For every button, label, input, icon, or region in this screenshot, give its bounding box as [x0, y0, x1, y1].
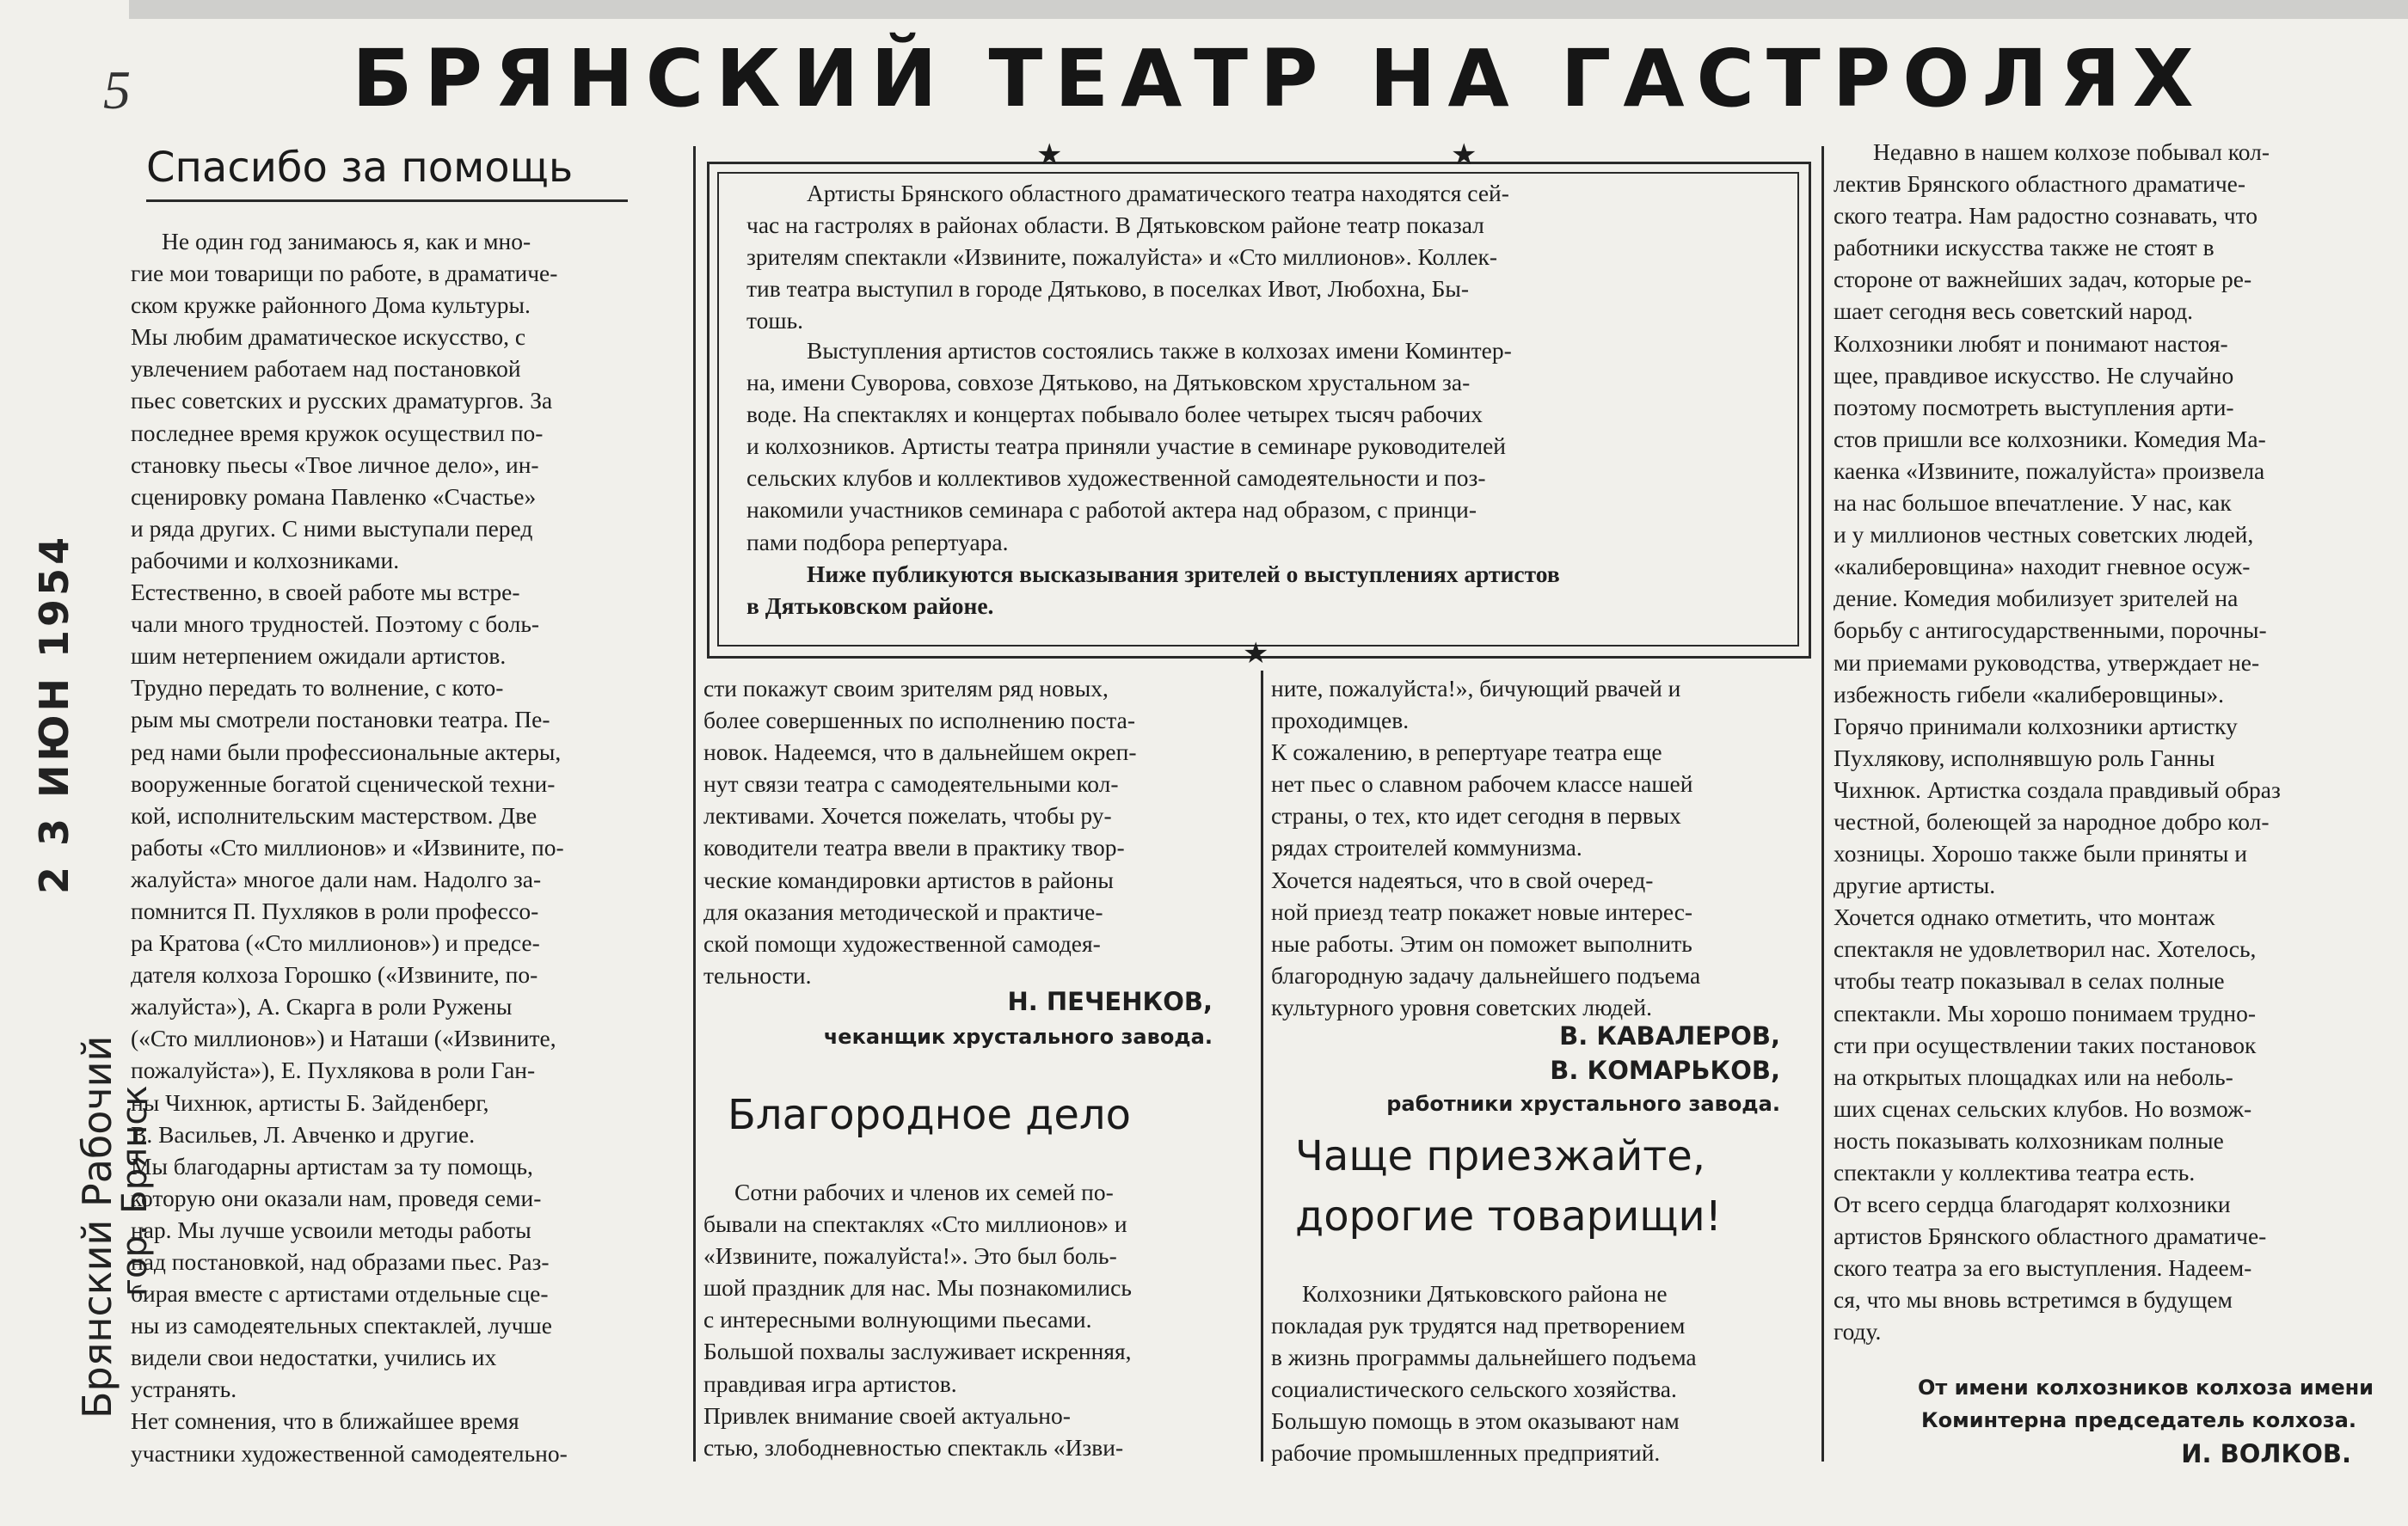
article2-signature-role: работники хрустального завода.: [1386, 1092, 1780, 1116]
article2-column2-text: Сотни рабочих и членов их семей по- бывали на спектаклях «Сто миллионов» и «Извините, пожалуйста!». Это был боль- шой праздник для нас. Мы познакомились с интересными волнующими пьесами. Большой похвалы заслуживает искренняя, правдивая игра артистов. Привлек внимание своей актуально- стью, злободневностью спектакль «Изви-: [703, 1179, 1132, 1461]
top-edge-shadow: [129, 0, 2408, 19]
star-ornament-bottom: ★: [1243, 636, 1269, 671]
article1-signature-role: чеканщик хрустального завода.: [823, 1025, 1213, 1049]
article1-signature: Н. ПЕЧЕНКОВ,: [1007, 987, 1213, 1016]
article1-heading-underline: [146, 199, 628, 202]
article3-column3-text: Колхозники Дятьковского района не покладая рук трудятся над претворением в жизнь программы дальнейшего подъема социалистического сельского хозяйства. Большую помощь в этом оказывают нам рабочие промышленных предприятий.: [1271, 1280, 1697, 1467]
city-stamp: гор. Брянск: [115, 1085, 155, 1296]
article2-heading: Благородное дело: [728, 1091, 1131, 1139]
intro-note: Ниже публикуются высказывания зрителей о выступлениях артистов в Дятьковском районе.: [746, 561, 1560, 620]
article3-heading: Чаще приезжайте, дорогие товарищи!: [1295, 1132, 1722, 1241]
article2-signature-1: В. КАВАЛЕРОВ,: [1559, 1021, 1780, 1051]
column-rule-3: [1821, 146, 1824, 1462]
article2-column3-text: ните, пожалуйста!», бичующий рвачей и проходимцев. К сожалению, в репертуаре театра еще нет пьес о славном рабочем классе нашей страны, о тех, кто идет сегодня в первых рядах строителей коммунизма. Хочется надеяться, что в свой очеред- ной приезд театр покажет новые интерес- ные работы. Этим он поможет выполнить благородную задачу дальнейшего подъема культурного уровня советских людей.: [1271, 675, 1701, 1020]
intro-paragraph-1: Артисты Брянского областного драматического театра находятся сей- час на гастролях в районах области. В Дятьковском районе театр показал зрителям спектакли «Извините, пожалуйста» и «Сто миллионов». Коллек- тив театра выступил в городе Дятьково, в поселках Ивот, Любохна, Бы- тошь.: [746, 180, 1509, 334]
page-mark: 5: [103, 59, 131, 120]
date-stamp: 2 3 ИЮН 1954: [31, 533, 77, 894]
column-rule-2: [1261, 671, 1263, 1462]
article1-column2-text: сти покажут своим зрителям ряд новых, более совершенных по исполнению поста- новок. Надеемся, что в дальнейшем окреп- нут связи театра с самодеятельными кол- лективами. Хочется пожелать, чтобы ру- ководители театра ввели в практику твор- ческие командировки артистов в районы для оказания методической и практиче- ской помощи художественной самодея- тельности.: [703, 675, 1137, 989]
source-stamp: Брянский Рабочий: [74, 1035, 120, 1419]
star-ornament-left: ★: [1036, 138, 1063, 172]
article1-heading: Спасибо за помощь: [146, 144, 574, 192]
page-title: БРЯНСКИЙ ТЕАТР НА ГАСТРОЛЯХ: [352, 33, 2206, 125]
article2-signature-2: В. КОМАРЬКОВ,: [1550, 1056, 1780, 1085]
article3-signature-line-1: От имени колхозников колхоза имени: [1917, 1376, 2374, 1400]
article3-signature: И. ВОЛКОВ.: [2181, 1439, 2351, 1468]
intro-paragraph-2: Выступления артистов состоялись также в колхозах имени Коминтер- на, имени Суворова, совхозе Дятьково, на Дятьковском хрустальном за- воде. На спектаклях и концертах побывало более четырех тысяч рабочих и колхозников. Артисты театра приняли участие в семинаре руководителей сельских клубов и коллективов художественной самодеятельности и поз- накомили участников семинара с работой актера над образом, с принци- пами подбора репертуара.: [746, 337, 1512, 555]
article3-column4-text: Недавно в нашем колхозе побывал кол- лектив Брянского областного драматиче- ского театра. Нам радостно сознавать, что работники искусства также не стоят в стороне от важнейших задач, которые ре- шает сегодня весь советский народ. Колхозники любят и понимают настоя- щее, правдивое искусство. Не случайно поэтому посмотреть выступления арти- стов пришли все колхозники. Комедия Ма- каенка «Извините, пожалуйста» произвела на нас большое впечатление. У нас, как и у миллионов честных советских людей, «калиберовщина» находит гневное осуж- дение. Комедия мобилизует зрителей на борьбу с антигосударственными, порочны- ми приемами руководства, утверждает не- избежность гибели «калиберовщины». Горячо принимали колхозники артистку Пухлякову, исполнявшую роль Ганны Чихнюк. Артистка создала правдивый образ честной, болеющей за народное добро кол- хозницы. Хорошо также были приняты и другие артисты. Хочется однако отметить, что монтаж спектакля не удовлетворил нас. Хотелось, чтобы театр показывал в селах полные спектакли. Мы хорошо понимаем трудно- сти при осуществлении таких постановок на открытых площадках или на неболь- ших сценах сельских клубов. Но возмож- ность показывать колхозникам полные спектакли у коллектива театра есть. От всего сердца благодарят колхозники артистов Брянского областного драматиче- ского театра за его выступления. Надеем- ся, что мы вновь встретимся в будущем году.: [1834, 138, 2281, 1345]
column-rule-1: [693, 146, 696, 1462]
star-ornament-right: ★: [1451, 138, 1477, 172]
article3-signature-line-2: Коминтерна председатель колхоза.: [1920, 1408, 2356, 1432]
article1-column1-text: Не один год занимаюсь я, как и мно- гие мои товарищи по работе, в драматиче- ском кружке районного Дома культуры. Мы любим драматическое искусство, с увлечением работаем над постановкой пьес советских и русских драматургов. За последнее время кружок осуществил по- становку пьесы «Твое личное дело», ин- сценировку романа Павленко «Счастье» и ряда других. С ними выступали перед рабочими и колхозниками. Естественно, в своей работе мы встре- чали много трудностей. Поэтому с боль- шим нетерпением ожидали артистов. Трудно передать то волнение, с кото- рым мы смотрели постановки театра. Пе- ред нами были профессиональные актеры, вооруженные богатой сценической техни- кой, исполнительским мастерством. Две работы «Сто миллионов» и «Извините, по- жалуйста» многое дали нам. Надолго за- помнится П. Пухляков в роли профессо- ра Кратова («Сто миллионов») и предсе- дателя колхоза Горошко («Извините, по- жалуйста»), А. Скарга в роли Ружены («Сто миллионов») и Наташи («Извините, пожалуйста»), Е. Пухлякова в роли Ган- ны Чихнюк, артисты Б. Зайденберг, В. Васильев, Л. Авченко и другие. Мы благодарны артистам за ту помощь, которую они оказали нам, проведя семи- нар. Мы лучше усвоили методы работы над постановкой, над образами пьес. Раз- бирая вместе с артистами отдельные сце- ны из самодеятельных спектаклей, лучше видели свои недостатки, учились их устранять. Нет сомнения, что в ближайшее время участники художественной самодеятельно-: [131, 228, 568, 1467]
